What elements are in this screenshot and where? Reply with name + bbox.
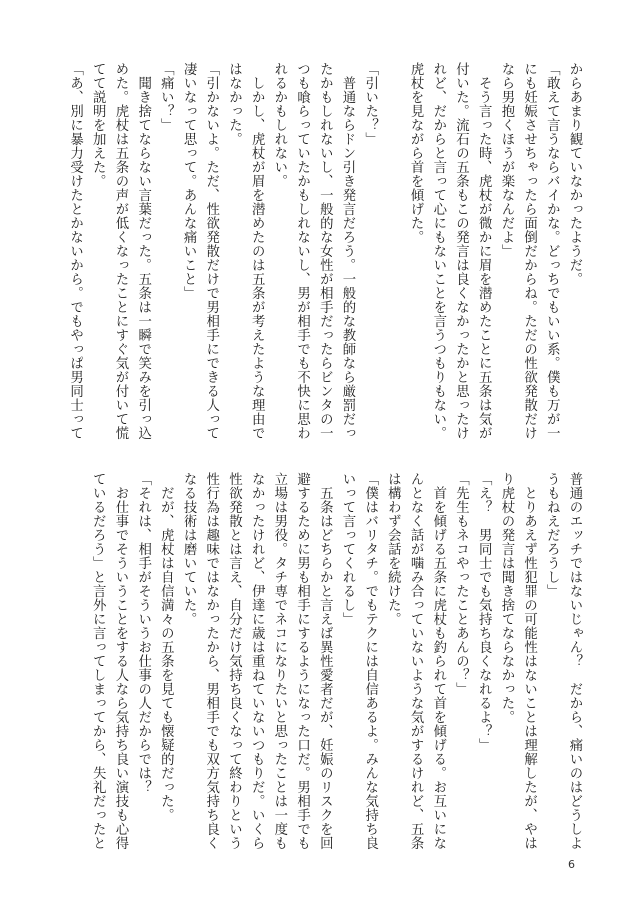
text-line: 「敢えて言うならバイかな。どっちでもいい系。僕も万が一 [544,62,560,440]
text-line: からあまり観ていなかったようだ。 [567,62,582,286]
blank-line [381,62,404,432]
text-line: 立場は男役。タチ専でネコになりたいと思ったことは一度も [271,472,287,850]
text-line: れど、だからと言って心にもないことを言うつもりもない。 [430,62,446,440]
text-line: 「あ、別に暴力受けたとかないから。でもやっぱ男同士って [67,62,83,440]
text-line: しかし、虎杖が眉を潜めたのは五条が考えたような理由で [249,62,265,440]
bottom-text-block [86,472,585,850]
text-line: 性欲発散とは言え、自分だけ気持ち良くなって終わりという [226,472,242,850]
text-line: 五条はどちらかと言えば異性愛者だが、妊娠のリスクを回 [317,472,333,850]
text-line: り虎杖の発言は聞き捨てならなかった。 [498,472,514,724]
page-number: 6 [568,858,575,871]
text-line: れるかもしれない。 [271,62,287,188]
text-line: たかもしれないし、一般的な女性が相手だったらビンタの一 [317,62,333,440]
text-line: んとなく話が噛み合っていないような気がするけれど、五条 [408,472,424,850]
text-line: そう言った時、虎杖が微かに眉を潜めたことに五条は気が [476,62,492,440]
text-line: うもねえだろうし」 [544,472,560,598]
text-line: てて説明を加えた。 [90,62,106,188]
text-line: ているだろう」と言外に言ってしまってから、失礼だったと [90,472,106,850]
text-line: なかったけれど、伊達に歳は重ねていないつもりだ。いくら [249,472,265,850]
text-line: いって言ってくれるし」 [339,472,355,626]
text-line: 避するために男も相手にするようになった口だ。男相手でも [294,472,310,850]
text-line: はなかった。 [226,62,242,146]
text-line: 普通ならドン引き発言だろう。一般的な教師なら厳罰だっ [339,62,355,440]
top-text-block [63,62,585,440]
text-line: とりあえず性犯罪の可能性はないことは理解したが、やは [521,472,537,850]
text-line: 凄いなって思って。あんな痛いこと」 [181,62,197,300]
text-line: 「それは、相手がそういうお仕事の人だからでは？ [135,472,151,794]
text-line: 「引いた？」 [362,62,378,146]
text-line: なら男抱くほうが楽なんだよ」 [498,62,514,258]
text-line: 虎杖を見ながら首を傾げた。 [408,62,424,244]
text-line: だが、虎杖は自信満々の五条を見ても懐疑的だった。 [158,472,174,822]
text-line: つも喰らっていたかもしれないし、男が相手でも不快に思わ [294,62,310,440]
text-line: めた。虎杖は五条の声が低くなったことにすぐ気が付いて慌 [112,62,128,440]
text-line: にも妊娠させちゃったら面倒だからね。ただの性欲発散だけ [521,62,537,440]
text-line: なる技術は磨いていた。 [181,472,197,626]
text-line: 「先生もネコやったことあんの？」 [453,472,469,696]
text-line: 付いた。流石の五条もこの発言は良くなかったかと思ったけ [453,62,469,440]
text-line: 首を傾げる五条に虎杖も釣られて首を傾げる。お互いにな [430,472,446,850]
text-line: 「僕はバリタチ。でもテクには自信あるよ。みんな気持ち良 [362,472,378,850]
text-line: 「痛い？」 [158,62,174,132]
text-line: 「引かないよ。ただ、性欲発散だけで男相手にできる人って [203,62,219,440]
text-line: 「え？ 男同士でも気持ち良くなれるよ？」 [476,472,492,752]
text-line: 性行為は趣味ではなかったから、男相手でも双方気持ち良く [203,472,219,850]
text-line: は構わず会話を続けた。 [385,472,401,626]
text-line: 聞き捨てならない言葉だった。五条は一瞬で笑みを引っ込 [135,62,151,440]
text-line: 普通のエッチではないじゃん？ だから、痛いのはどうしよ [567,472,582,850]
text-line: お仕事でそういうことをする人なら気持ち良い演技も心得 [112,472,128,850]
